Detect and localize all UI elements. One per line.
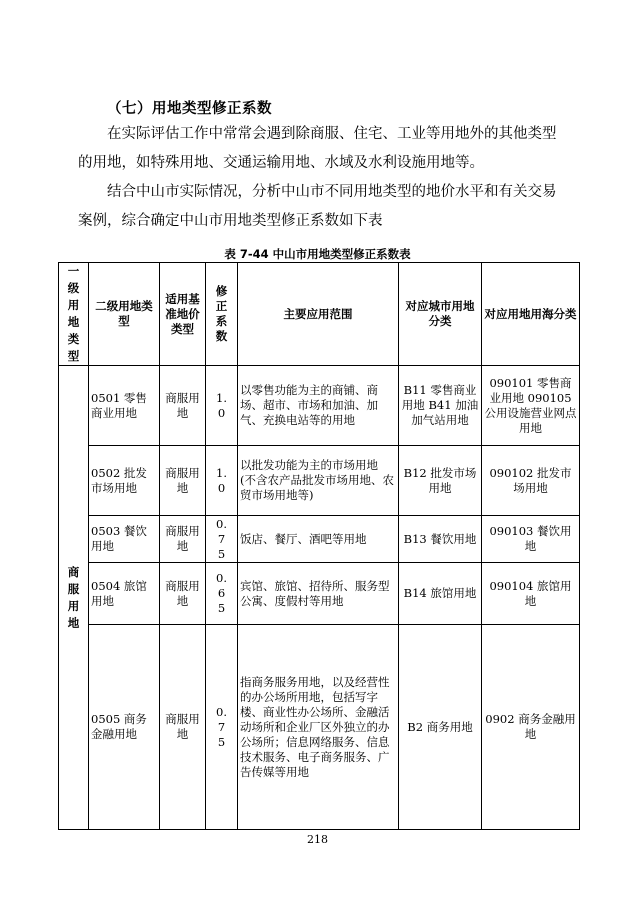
header-coefficient: 修正系数	[206, 263, 238, 366]
city-class-cell: B13 餐饮用地	[399, 516, 482, 563]
city-class-cell: B14 旅馆用地	[399, 563, 482, 625]
base-type-cell: 商服用地	[160, 366, 206, 446]
table-row	[59, 516, 580, 563]
section-heading: （七）用地类型修正系数	[107, 101, 272, 117]
header-sea-class: 对应用地用海分类	[482, 263, 580, 366]
level2-cell: 0502 批发市场用地	[89, 446, 160, 516]
city-class-cell: B11 零售商业用地 B41 加油加气站用地	[399, 366, 482, 446]
intro-paragraph-1: 在实际评估工作中常常会遇到除商服、住宅、工业等用地外的其他类型的用地，如特殊用地、交通运输用地、水域及水利设施用地等。	[78, 126, 557, 171]
intro-paragraph-2: 结合中山市实际情况，分析中山市不同用地类型的地价水平和有关交易案例，综合确定中山市用地类型修正系数如下表	[78, 184, 557, 229]
coefficient-cell: 0.65	[206, 563, 238, 625]
header-level1: 一级用地类型	[59, 263, 89, 366]
header-city-class: 对应城市用地分类	[399, 263, 482, 366]
table-caption: 表 7-44 中山市用地类型修正系数表	[224, 247, 411, 261]
header-scope: 主要应用范围	[238, 263, 399, 366]
level2-cell: 0503 餐饮用地	[89, 516, 160, 563]
sea-class-cell: 090101 零售商业用地 090105 公用设施营业网点用地	[482, 366, 580, 446]
table-header-row	[59, 263, 580, 366]
table-row	[59, 625, 580, 830]
coefficient-cell: 0.75	[206, 516, 238, 563]
header-level2: 二级用地类型	[89, 263, 160, 366]
header-base-type: 适用基准地价类型	[160, 263, 206, 366]
land-type-coefficient-table	[58, 262, 580, 830]
group-cell-commercial: 商服用地	[59, 366, 89, 830]
scope-cell: 以零售功能为主的商铺、商场、超市、市场和加油、加气、充换电站等的用地	[238, 366, 399, 446]
sea-class-cell: 090102 批发市场用地	[482, 446, 580, 516]
base-type-cell: 商服用地	[160, 625, 206, 830]
table-row	[59, 366, 580, 446]
page-number: 218	[307, 833, 328, 846]
coefficient-cell: 1.0	[206, 366, 238, 446]
sea-class-cell: 0902 商务金融用地	[482, 625, 580, 830]
base-type-cell: 商服用地	[160, 563, 206, 625]
table-row	[59, 563, 580, 625]
scope-cell: 饭店、餐厅、酒吧等用地	[238, 516, 399, 563]
sea-class-cell: 090104 旅馆用地	[482, 563, 580, 625]
level2-cell: 0501 零售商业用地	[89, 366, 160, 446]
coefficient-cell: 1.0	[206, 446, 238, 516]
coefficient-cell: 0.75	[206, 625, 238, 830]
base-type-cell: 商服用地	[160, 446, 206, 516]
level2-cell: 0505 商务金融用地	[89, 625, 160, 830]
level2-cell: 0504 旅馆用地	[89, 563, 160, 625]
scope-cell: 宾馆、旅馆、招待所、服务型公寓、度假村等用地	[238, 563, 399, 625]
table-row	[59, 446, 580, 516]
city-class-cell: B12 批发市场用地	[399, 446, 482, 516]
sea-class-cell: 090103 餐饮用地	[482, 516, 580, 563]
base-type-cell: 商服用地	[160, 516, 206, 563]
scope-cell: 指商务服务用地，以及经营性的办公场所用地，包括写字楼、商业性办公场所、金融活动场所和企业厂区外独立的办公场所；信息网络服务、信息技术服务、电子商务服务、广告传媒等用地	[238, 625, 399, 830]
scope-cell: 以批发功能为主的市场用地 (不含农产品批发市场用地、农贸市场用地等)	[238, 446, 399, 516]
city-class-cell: B2 商务用地	[399, 625, 482, 830]
